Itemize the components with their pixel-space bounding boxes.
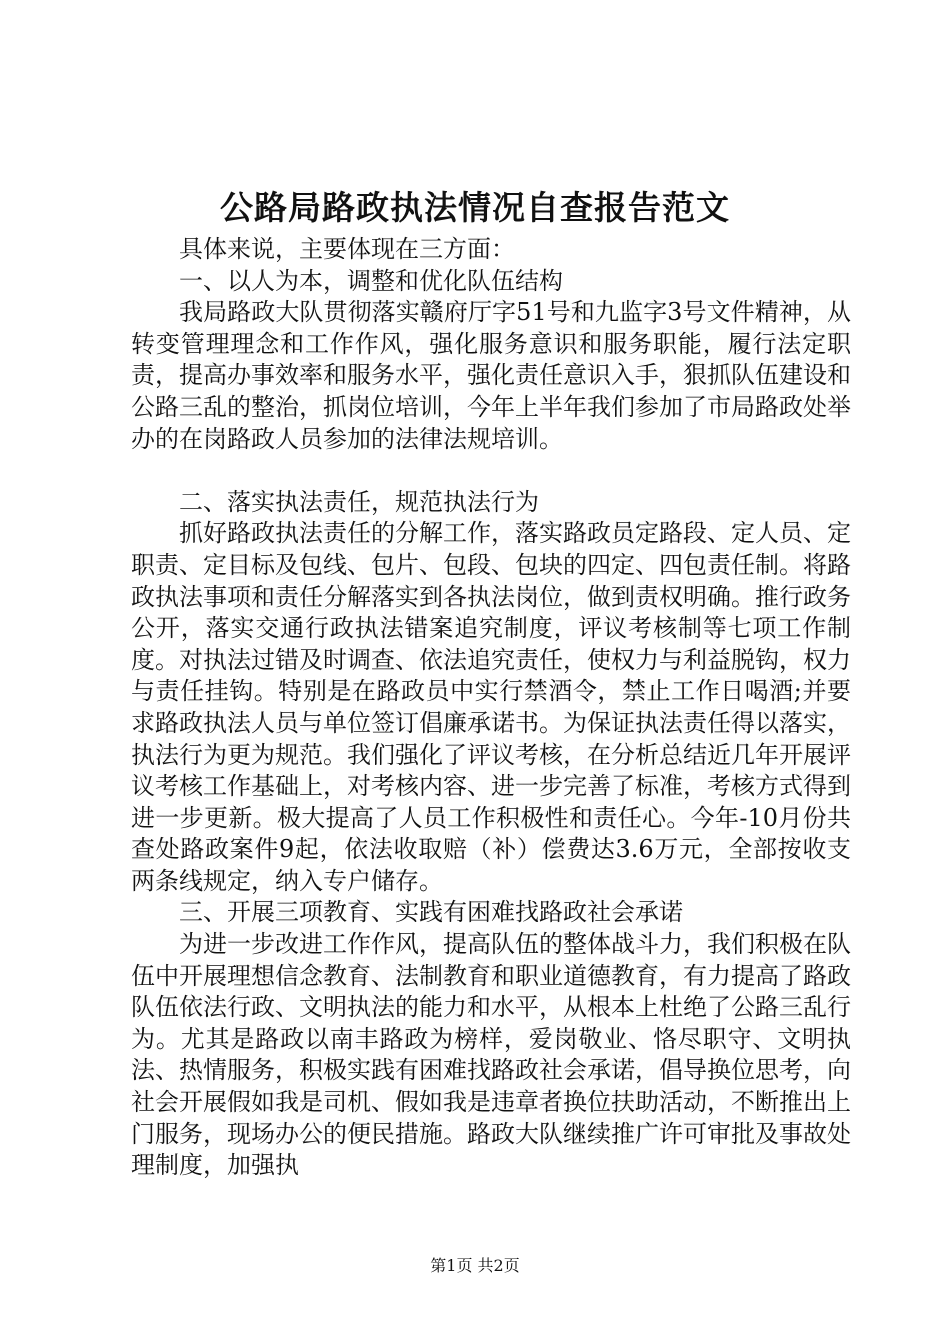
document-title: 公路局路政执法情况自查报告范文 (220, 188, 730, 227)
section-3-paragraph: 为进一步改进工作作风，提高队伍的整体战斗力，我们积极在队伍中开展理想信念教育、法制教育和职业道德教育，有力提高了路政队伍依法行政、文明执法的能力和水平，从根本上杜绝了公路三乱行为。尤其是路政以南丰路政为榜样，爱岗敬业、恪尽职守、文明执法、热情服务，积极实践有困难找路政社会承诺，倡导换位思考，向社会开展假如我是司机、假如我是违章者换位扶助活动，不断推出上门服务，现场办公的便民措施。路政大队继续推广许可审批及事故处理制度，加强执 (131, 930, 851, 1180)
paragraph-spacer (131, 455, 851, 487)
section-1-paragraph: 我局路政大队贯彻落实赣府厅字51号和九监字3号文件精神，从转变管理理念和工作作风，强化服务意识和服务职能，履行法定职责，提高办事效率和服务水平，强化责任意识入手，狠抓队伍建设和公路三乱的整治，抓岗位培训，今年上半年我们参加了市局路政处举办的在岗路政人员参加的法律法规培训。 (131, 298, 851, 453)
section-2-paragraph: 抓好路政执法责任的分解工作，落实路政员定路段、定人员、定职责、定目标及包线、包片、包段、包块的四定、四包责任制。将路政执法事项和责任分解落实到各执法岗位，做到责权明确。推行政务公开，落实交通行政执法错案追究制度，评议考核制等七项工作制度。对执法过错及时调查、依法追究责任，使权力与利益脱钩，权力与责任挂钩。特别是在路政员中实行禁酒令，禁止工作日喝酒;并要求路政执法人员与单位签订倡廉承诺书。为保证执法责任得以落实，执法行为更为规范。我们强化了评议考核，在分析总结近几年开展评议考核工作基础上，对考核内容、进一步完善了标准，考核方式得到进一步更新。极大提高了人员工作积极性和责任心。今年-10月份共查处路政案件9起，依法收取赔（补）偿费达3.6万元，全部按收支两条线规定，纳入专户储存。 (131, 519, 851, 895)
section-3-heading: 三、开展三项教育、实践有困难找路政社会承诺 (179, 898, 683, 927)
section-2-heading: 二、落实执法责任，规范执法行为 (179, 487, 539, 516)
page-footer: 第1页 共2页 (430, 1256, 520, 1275)
intro-line: 具体来说，主要体现在三方面： (179, 235, 515, 263)
section-1-heading: 一、以人为本，调整和优化队伍结构 (179, 266, 563, 295)
document-body (131, 234, 851, 1182)
